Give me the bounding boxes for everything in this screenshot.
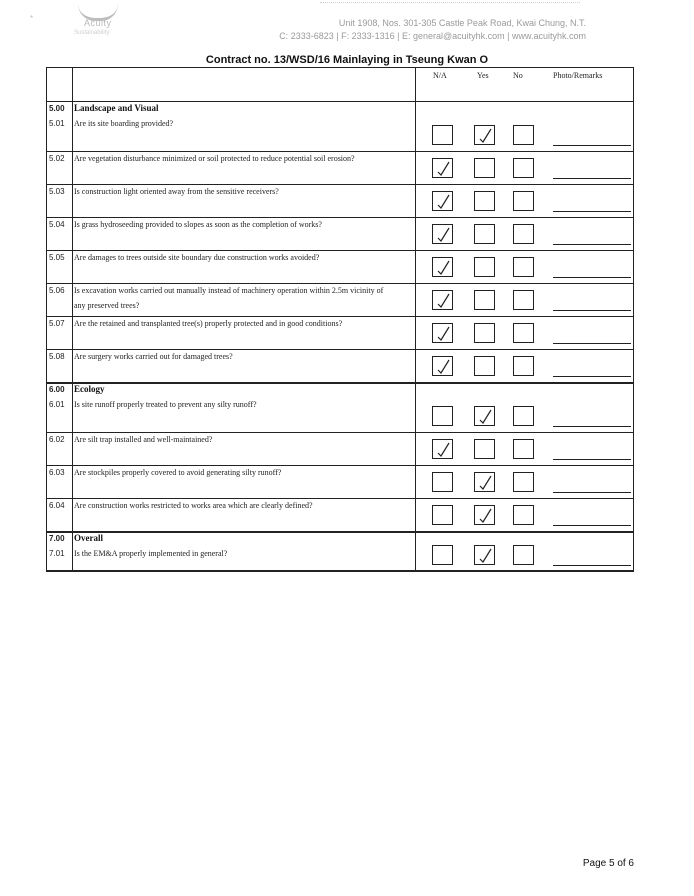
tick-mark-icon: [436, 442, 450, 457]
tick-mark-icon: [436, 326, 450, 341]
section-heading: Ecology: [74, 384, 105, 394]
remarks-line[interactable]: [553, 376, 631, 377]
checklist-question: Is excavation works carried out manually instead of machinery operation within 2.5m vicinity of: [74, 286, 384, 295]
checklist-question: Are silt trap installed and well-maintained?: [74, 435, 213, 444]
checkbox-na[interactable]: [432, 191, 453, 211]
company-logo: [66, 2, 146, 42]
column-header-yes: Yes: [477, 71, 489, 80]
item-number: 7.01: [49, 549, 65, 558]
checkbox-na[interactable]: [432, 406, 453, 426]
section-heading: Overall: [74, 533, 103, 543]
checkbox-yes[interactable]: [474, 472, 495, 492]
checklist-question: Are vegetation disturbance minimized or soil protected to reduce potential soil erosion?: [74, 154, 355, 163]
tick-mark-icon: [436, 161, 450, 176]
checklist-question: Is site runoff properly treated to prevent any silty runoff?: [74, 400, 257, 409]
checklist-question: Are its site boarding provided?: [74, 119, 174, 128]
section-heading: Landscape and Visual: [74, 103, 159, 113]
checkbox-yes[interactable]: [474, 505, 495, 525]
remarks-line[interactable]: [553, 244, 631, 245]
document-title: Contract no. 13/WSD/16 Mainlaying in Tseung Kwan O: [205, 54, 489, 66]
checklist-question: Are the retained and transplanted tree(s) properly protected and in good conditions?: [74, 319, 343, 328]
tick-mark-icon: [478, 548, 492, 563]
checkbox-no[interactable]: [513, 406, 534, 426]
checkbox-yes[interactable]: [474, 224, 495, 244]
company-contact: C: 2333-6823 | F: 2333-1316 | E: general@acuityhk.com | www.acuityhk.com: [279, 31, 586, 41]
checkbox-yes[interactable]: [474, 125, 495, 145]
checkbox-no[interactable]: [513, 323, 534, 343]
remarks-line[interactable]: [553, 145, 631, 146]
column-divider: [72, 68, 73, 570]
row-divider: [47, 531, 633, 533]
section-number: 7.00: [49, 534, 65, 543]
item-number: 6.03: [49, 468, 65, 477]
checklist-question: Are construction works restricted to works area which are clearly defined?: [74, 501, 313, 510]
checkbox-no[interactable]: [513, 125, 534, 145]
header-row-divider: [47, 101, 633, 102]
item-number: 5.01: [49, 119, 65, 128]
tick-mark-icon: [436, 194, 450, 209]
checkbox-yes[interactable]: [474, 356, 495, 376]
item-number: 5.04: [49, 220, 65, 229]
row-divider: [47, 184, 633, 185]
remarks-line[interactable]: [553, 565, 631, 566]
checklist-question-continued: any preserved trees?: [74, 301, 140, 310]
remarks-line[interactable]: [553, 492, 631, 493]
checklist-question: Is the EM&A properly implemented in general?: [74, 549, 228, 558]
row-divider: [47, 382, 633, 384]
checkbox-yes[interactable]: [474, 323, 495, 343]
checkbox-no[interactable]: [513, 356, 534, 376]
checkbox-yes[interactable]: [474, 257, 495, 277]
row-divider: [47, 465, 633, 466]
checkbox-na[interactable]: [432, 323, 453, 343]
checkbox-yes[interactable]: [474, 191, 495, 211]
checkbox-no[interactable]: [513, 290, 534, 310]
row-divider: [47, 349, 633, 350]
checkbox-no[interactable]: [513, 472, 534, 492]
checkbox-yes[interactable]: [474, 406, 495, 426]
checkbox-na[interactable]: [432, 257, 453, 277]
checklist-question: Are surgery works carried out for damaged trees?: [74, 352, 233, 361]
checkbox-no[interactable]: [513, 545, 534, 565]
remarks-line[interactable]: [553, 178, 631, 179]
header-top-rule: [320, 2, 580, 7]
checkbox-no[interactable]: [513, 224, 534, 244]
tick-mark-icon: [478, 409, 492, 424]
bullet-mark: *: [30, 14, 34, 23]
checkbox-yes[interactable]: [474, 439, 495, 459]
item-number: 5.06: [49, 286, 65, 295]
checkbox-na[interactable]: [432, 224, 453, 244]
remarks-line[interactable]: [553, 343, 631, 344]
checkbox-yes[interactable]: [474, 158, 495, 178]
checkbox-na[interactable]: [432, 545, 453, 565]
remarks-line[interactable]: [553, 459, 631, 460]
item-number: 5.02: [49, 154, 65, 163]
item-number: 6.01: [49, 400, 65, 409]
column-header-na: N/A: [433, 71, 447, 80]
remarks-line[interactable]: [553, 310, 631, 311]
checkbox-na[interactable]: [432, 290, 453, 310]
logo-tagline: Sustainability: [74, 30, 110, 36]
tick-mark-icon: [436, 227, 450, 242]
tick-mark-icon: [478, 128, 492, 143]
row-divider: [47, 432, 633, 433]
item-number: 5.07: [49, 319, 65, 328]
row-divider: [47, 283, 633, 284]
section-number: 5.00: [49, 104, 65, 113]
row-divider: [47, 316, 633, 317]
checkbox-na[interactable]: [432, 472, 453, 492]
page-number: Page 5 of 6: [582, 858, 634, 869]
checkbox-no[interactable]: [513, 191, 534, 211]
column-header-no: No: [513, 71, 523, 80]
item-number: 5.08: [49, 352, 65, 361]
item-number: 5.05: [49, 253, 65, 262]
checkbox-na[interactable]: [432, 158, 453, 178]
checkbox-no[interactable]: [513, 439, 534, 459]
checkbox-yes[interactable]: [474, 545, 495, 565]
tick-mark-icon: [478, 508, 492, 523]
checkbox-yes[interactable]: [474, 290, 495, 310]
checkbox-na[interactable]: [432, 125, 453, 145]
checkbox-na[interactable]: [432, 439, 453, 459]
company-address: Unit 1908, Nos. 301-305 Castle Peak Road, Kwai Chung, N.T.: [338, 18, 586, 28]
tick-mark-icon: [436, 293, 450, 308]
item-number: 6.04: [49, 501, 65, 510]
logo-name: Acuity: [84, 18, 112, 28]
tick-mark-icon: [436, 359, 450, 374]
remarks-line[interactable]: [553, 277, 631, 278]
checkbox-no[interactable]: [513, 505, 534, 525]
checkbox-no[interactable]: [513, 257, 534, 277]
checkbox-na[interactable]: [432, 505, 453, 525]
checkbox-na[interactable]: [432, 356, 453, 376]
checklist-question: Is grass hydroseeding provided to slopes as soon as the completion of works?: [74, 220, 322, 229]
item-number: 5.03: [49, 187, 65, 196]
checkbox-no[interactable]: [513, 158, 534, 178]
tick-mark-icon: [436, 260, 450, 275]
remarks-line[interactable]: [553, 426, 631, 427]
row-divider: [47, 217, 633, 218]
remarks-line[interactable]: [553, 211, 631, 212]
column-divider: [415, 68, 416, 570]
item-number: 6.02: [49, 435, 65, 444]
remarks-line[interactable]: [553, 525, 631, 526]
column-header-remarks: Photo/Remarks: [553, 71, 603, 80]
tick-mark-icon: [478, 475, 492, 490]
checklist-question: Are stockpiles properly covered to avoid generating silty runoff?: [74, 468, 282, 477]
row-divider: [47, 250, 633, 251]
row-divider: [47, 151, 633, 152]
row-divider: [47, 498, 633, 499]
checklist-question: Is construction light oriented away from the sensitive receivers?: [74, 187, 279, 196]
checklist-question: Are damages to trees outside site boundary due construction works avoided?: [74, 253, 320, 262]
checklist-table: [46, 67, 634, 572]
section-number: 6.00: [49, 385, 65, 394]
